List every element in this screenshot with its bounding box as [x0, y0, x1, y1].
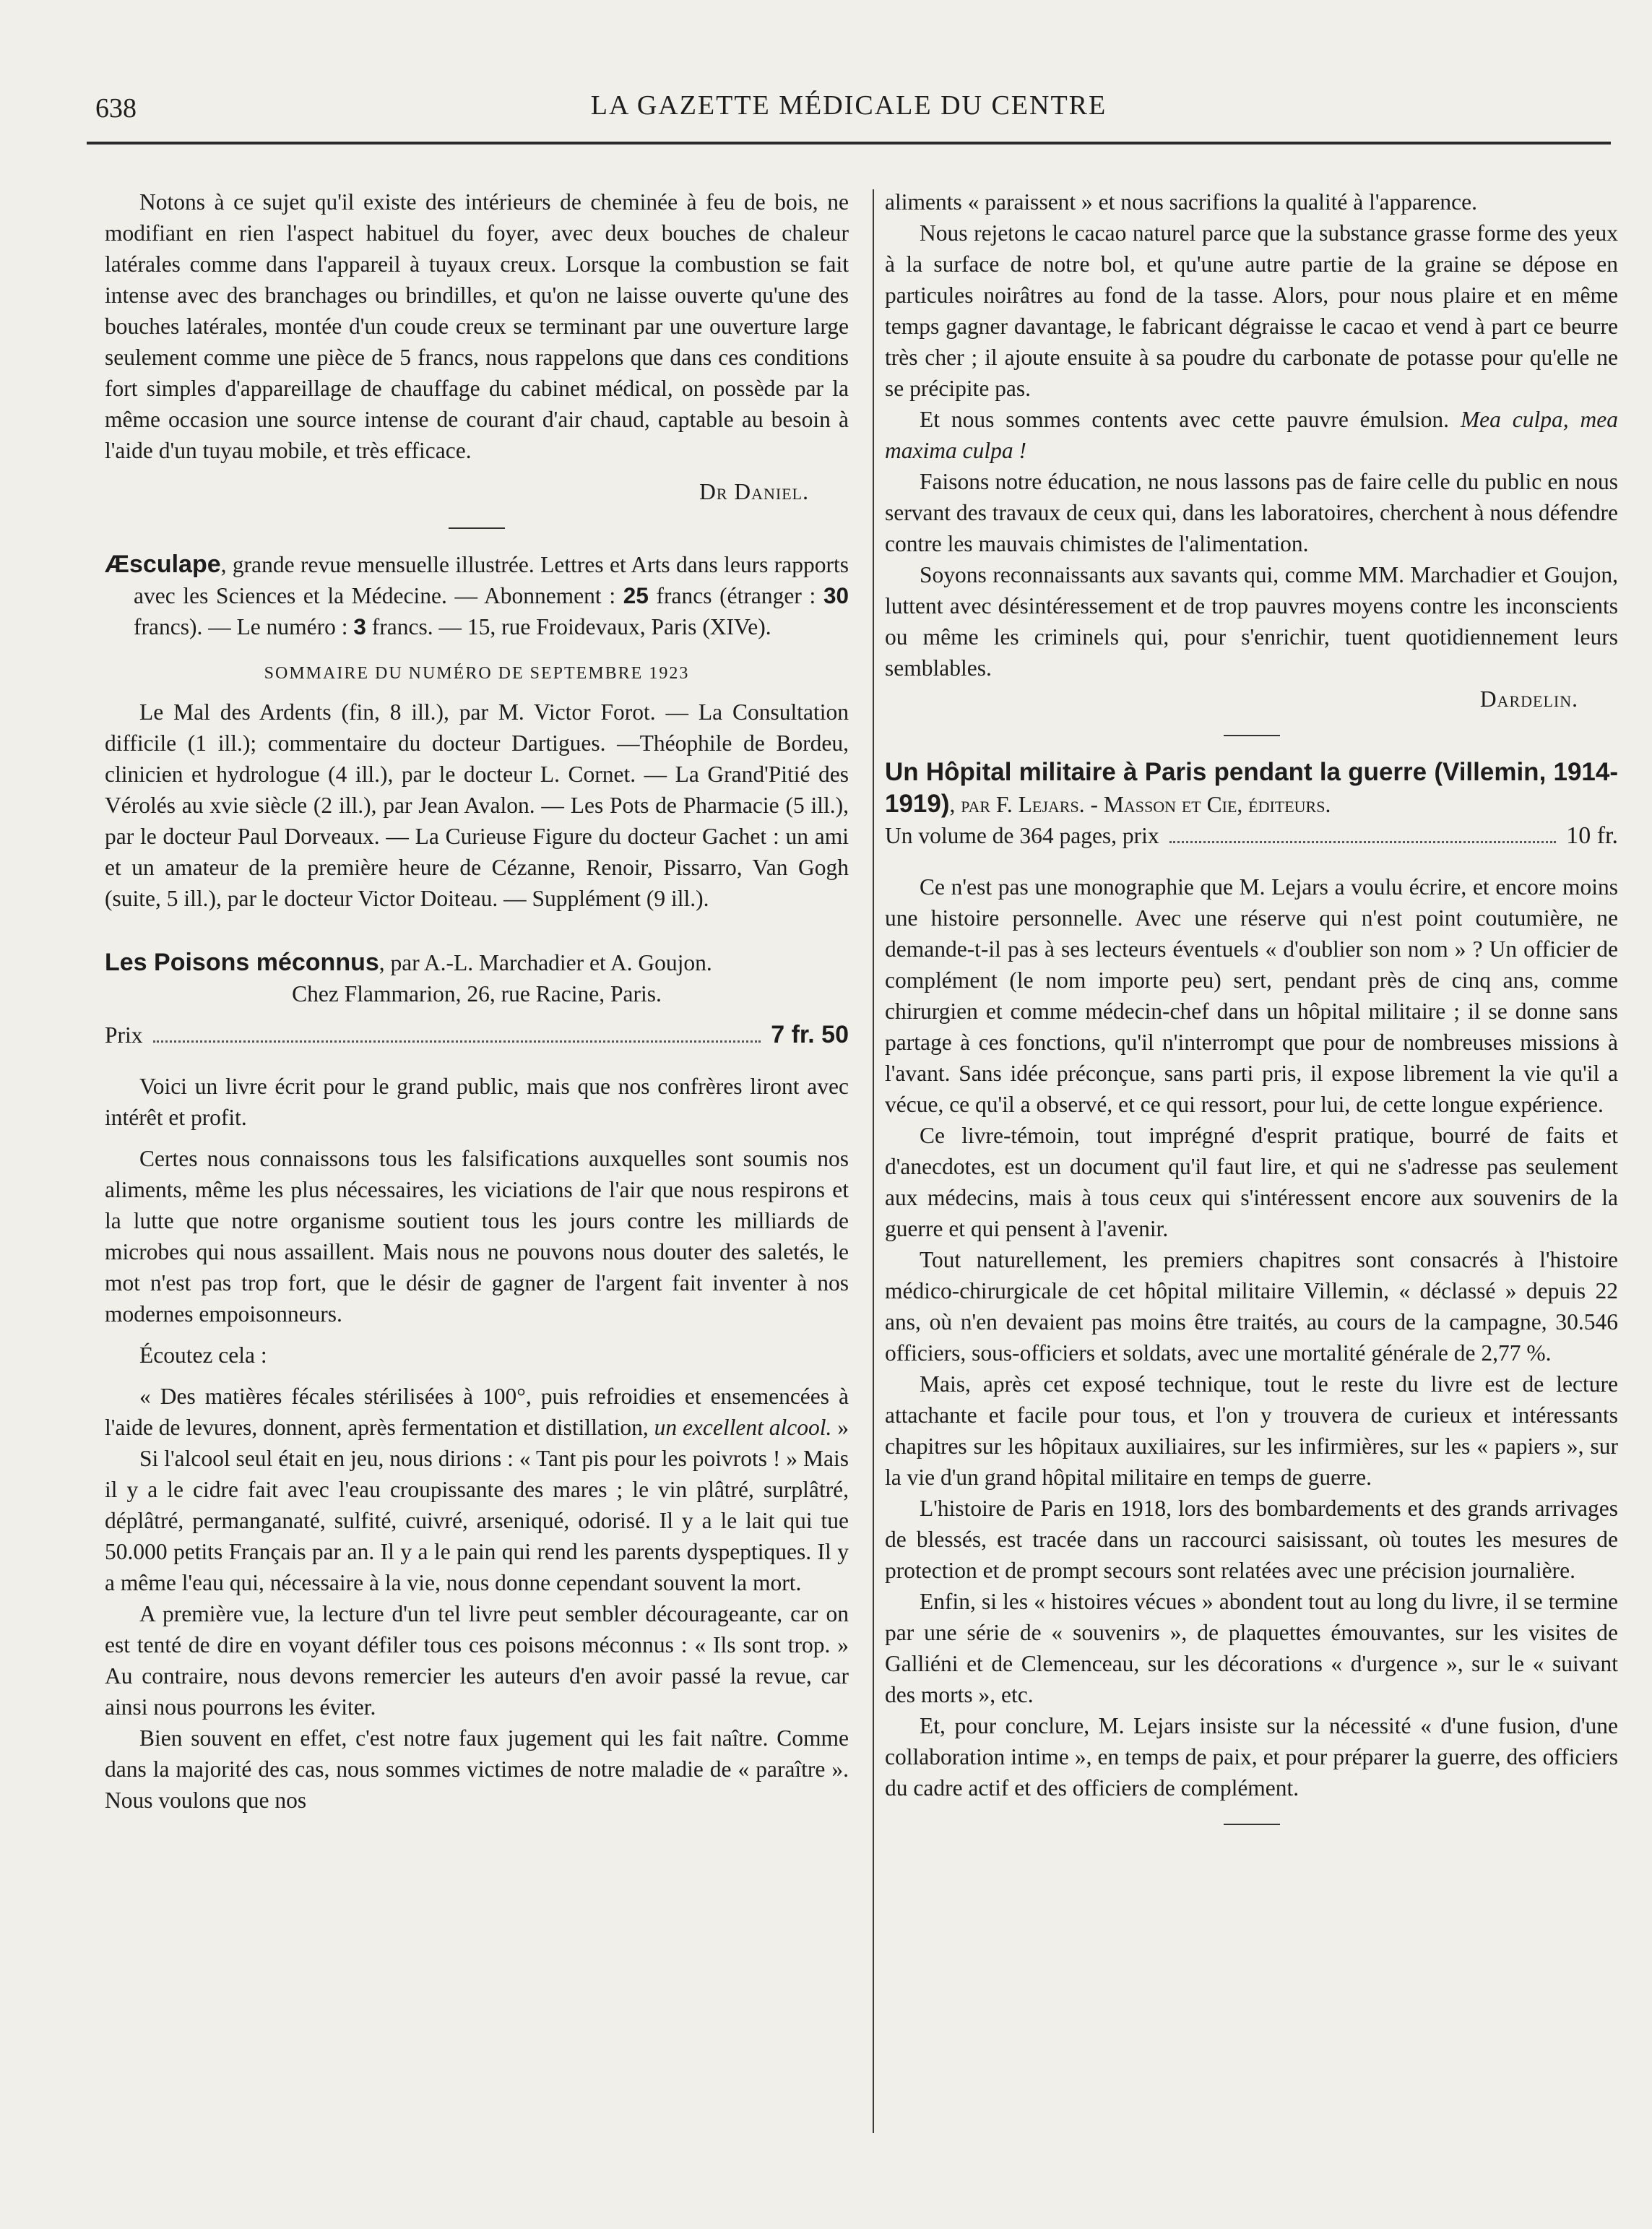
- column-divider: [873, 189, 874, 2133]
- hopital-heading: Un Hôpital militaire à Paris pendant la guerre (Villemin, 1914-1919), par F. Lejars. - Masson et Cie, éditeurs.: [885, 758, 1618, 818]
- signature-dardelin: Dardelin.: [1479, 686, 1578, 712]
- review-paragraph: Certes nous connaissons tous les falsifications auxquelles sont soumis nos aliments, même les plus nécessaires, les viciations de l'air que nous respirons et la lutte que notre organisme soutient tous les jours contre les milliards de microbes qui nous assaillent. Mais nous ne pouvons nous douter des saletés, le mot n'est pas trop fort, que le désir de gagner de l'argent fait inventer à nos modernes empoisonneurs.: [105, 1146, 849, 1327]
- poisons-title: Les Poisons méconnus: [105, 949, 379, 976]
- header-rule: [87, 142, 1611, 145]
- section-rule: [1224, 1824, 1280, 1825]
- review-paragraph: Et nous sommes contents avec cette pauvre émulsion. Mea culpa, mea maxima culpa !: [885, 407, 1618, 463]
- poisons-publisher: Chez Flammarion, 26, rue Racine, Paris.: [292, 981, 662, 1006]
- review-paragraph: Soyons reconnaissants aux savants qui, comme MM. Marchadier et Goujon, luttent avec désintéressement et de trop pauvres moyens contre les inconscients ou même les criminels qui, pour s'enrichir, tuent quotidiennement leurs semblables.: [885, 562, 1618, 681]
- poisons-heading: Les Poisons méconnus, par A.-L. Marchadier et A. Goujon.: [105, 949, 712, 976]
- running-title: LA GAZETTE MÉDICALE DU CENTRE: [590, 90, 1107, 121]
- page-number: 638: [95, 93, 137, 124]
- review-paragraph: Voici un livre écrit pour le grand public, mais que nos confrères liront avec intérêt et profit.: [105, 1074, 849, 1130]
- review-paragraph: Ce livre-témoin, tout imprégné d'esprit pratique, bourré de faits et d'anecdotes, est un document qu'il faut lire, et qui ne s'adresse pas seulement aux médecins, mais à tous ceux qui s'intéressent encore aux souvenirs de la guerre et qui pensent à l'avenir.: [885, 1123, 1618, 1241]
- price-label: Prix: [105, 1022, 143, 1048]
- aesculape-notice: Æsculape, grande revue mensuelle illustrée. Lettres et Arts dans leurs rapports avec les Sciences et la Médecine. — Abonnement : 25 francs (étranger : 30 francs). — Le numéro : 3 francs. — 15, rue Froidevaux, Paris (XIVe).: [105, 551, 849, 639]
- hopital-price-line: [885, 820, 1618, 851]
- review-quote: « Des matières fécales stérilisées à 100°, puis refroidies et ensemencées à l'aide de levures, donnent, après fermentation et distillation, un excellent alcool. »: [105, 1384, 849, 1440]
- section-rule: [449, 527, 505, 529]
- signature-daniel: Dr Daniel.: [699, 479, 809, 504]
- intro-paragraph: Notons à ce sujet qu'il existe des intérieurs de cheminée à feu de bois, ne modifiant en rien l'aspect habituel du foyer, avec deux bouches de chaleur latérales comme dans l'appareil à tuyaux creux. Lorsque la combustion se fait intense avec des branchages ou brindilles, et qu'on ne laisse ouverte qu'une des bouches latérales, montée d'un coude creux se terminant par une ouverture large seulement comme une pièce de 5 francs, nous rappelons que dans ces conditions fort simples d'appareillage de chauffage du cabinet médical, on possède par la même occasion une source intense de courant d'air chaud, captable au besoin à l'aide d'un tuyau mobile, et très efficace.: [105, 189, 849, 463]
- dot-leader: [153, 1040, 761, 1043]
- review-paragraph: Écoutez cela :: [139, 1342, 267, 1368]
- left-column: [105, 186, 849, 1816]
- review-paragraph: aliments « paraissent » et nous sacrifions la qualité à l'apparence.: [885, 189, 1478, 215]
- review-paragraph: Si l'alcool seul était en jeu, nous dirions : « Tant pis pour les poivrots ! » Mais il y a le cidre fait avec l'eau croupissante des mares ; le vin plâtré, surplâtré, déplâtré, permanganaté, sulfité, cuivré, arseniqué, odorisé. Il y a le lait qui tue 50.000 petits Français par an. Il y a le pain qui rend les parents dyspeptiques. Il y a même l'eau qui, nécessaire à la vie, nous donne cependant souvent la mort.: [105, 1446, 849, 1595]
- summary-heading: SOMMAIRE DU NUMÉRO DE SEPTEMBRE 1923: [264, 664, 690, 683]
- section-rule: [1224, 735, 1280, 736]
- hopital-title: Un Hôpital militaire à Paris pendant la guerre (Villemin, 1914-1919): [885, 758, 1618, 818]
- aesculape-title: Æsculape: [105, 551, 221, 578]
- review-paragraph: Bien souvent en effet, c'est notre faux jugement qui les fait naître. Comme dans la majorité des cas, nous sommes victimes de notre maladie de « paraître ». Nous voulons que nos: [105, 1725, 849, 1813]
- dot-leader: [1169, 841, 1557, 843]
- price-value: 7 fr. 50: [771, 1021, 849, 1048]
- review-paragraph: Nous rejetons le cacao naturel parce que la substance grasse forme des yeux à la surface de notre bol, et qu'une autre partie de la graine se dépose en particules noirâtres au fond de la tasse. Alors, pour nous plaire et en même temps gagner davantage, le fabricant dégraisse le cacao et vend à part ce beurre très cher ; il ajoute ensuite à sa poudre du carbonate de potasse pour qu'elle ne se précipite pas.: [885, 220, 1618, 401]
- review-paragraph: Faisons notre éducation, ne nous lassons pas de faire celle du public en nous servant des travaux de ceux qui, dans les laboratoires, cherchent à nous défendre contre les mauvais chimistes de l'alimentation.: [885, 469, 1618, 556]
- review-paragraph: Ce n'est pas une monographie que M. Lejars a voulu écrire, et encore moins une histoire personnelle. Avec une réserve qui n'est point coutumière, ne demande-t-il pas à ses lecteurs éventuels « d'oublier son nom » ? Un officier de complément (le nom importe peu) sert, pendant près de cinq ans, comme chirurgien et comme médecin-chef dans un hôpital militaire ; il se donne sans partage à ces fonctions, qu'il n'interrompt que pour de nombreuses missions à l'avant. Sans idée préconçue, sans parti pris, il expose librement la vie qu'il a vécue, ce qu'il a observé, et ce qui ressort, pour lui, de cette longue expérience.: [885, 874, 1618, 1117]
- price-value: 10 fr.: [1566, 822, 1618, 849]
- review-paragraph: Enfin, si les « histoires vécues » abondent tout au long du livre, il se termine par une série de « souvenirs », de plaquettes émouvantes, sur les visites de Galliéni et de Clemenceau, sur les décorations « d'urgence », sur le « suivant des morts », etc.: [885, 1589, 1618, 1707]
- review-paragraph: Tout naturellement, les premiers chapitres sont consacrés à l'histoire médico-chirurgicale de cet hôpital militaire Villemin, « déclassé » depuis 22 ans, où n'en devaient pas moins être traités, au cours de la campagne, 30.546 officiers, sous-officiers et soldats, avec une mortalité générale de 2,77 %.: [885, 1247, 1618, 1366]
- price-label: Un volume de 364 pages, prix: [885, 823, 1159, 848]
- poisons-price-line: [105, 1019, 849, 1051]
- right-column: [885, 186, 1618, 1845]
- review-paragraph: L'histoire de Paris en 1918, lors des bombardements et des grands arrivages de blessés, est tracée dans un raccourci saisissant, où toutes les mesures de protection et de prompt secours sont relatées avec une précision journalière.: [885, 1496, 1618, 1583]
- summary-text: Le Mal des Ardents (fin, 8 ill.), par M. Victor Forot. — La Consultation difficile (1 ill.); commentaire du docteur Dartigues. —Théophile de Bordeu, clinicien et hydrologue (4 ill.), par le docteur L. Cornet. — La Grand'Pitié des Vérolés au xvie siècle (2 ill.), par Jean Avalon. — Les Pots de Pharmacie (5 ill.), par le docteur Paul Dorveaux. — La Curieuse Figure du docteur Gachet : un ami et un amateur de la première heure de Cézanne, Renoir, Pissarro, Van Gogh (suite, 5 ill.), par le docteur Victor Doiteau. — Supplément (9 ill.).: [105, 699, 849, 911]
- review-paragraph: Mais, après cet exposé technique, tout le reste du livre est de lecture attachante et facile pour tous, et l'on y trouvera de curieux et intéressants chapitres sur les hôpitaux auxiliaires, sur les infirmières, sur les « papiers », sur la vie d'un grand hôpital militaire en temps de guerre.: [885, 1371, 1618, 1490]
- page-header: [87, 85, 1611, 129]
- review-paragraph: Et, pour conclure, M. Lejars insiste sur la nécessité « d'une fusion, d'une collaboration intime », en temps de paix, et pour préparer la guerre, des officiers du cadre actif et des officiers de complément.: [885, 1713, 1618, 1801]
- review-paragraph: A première vue, la lecture d'un tel livre peut sembler décourageante, car on est tenté de dire en voyant défiler tous ces poisons méconnus : « Ils sont trop. » Au contraire, nous devons remercier les auteurs d'en avoir passé la revue, car ainsi nous pourrons les éviter.: [105, 1601, 849, 1720]
